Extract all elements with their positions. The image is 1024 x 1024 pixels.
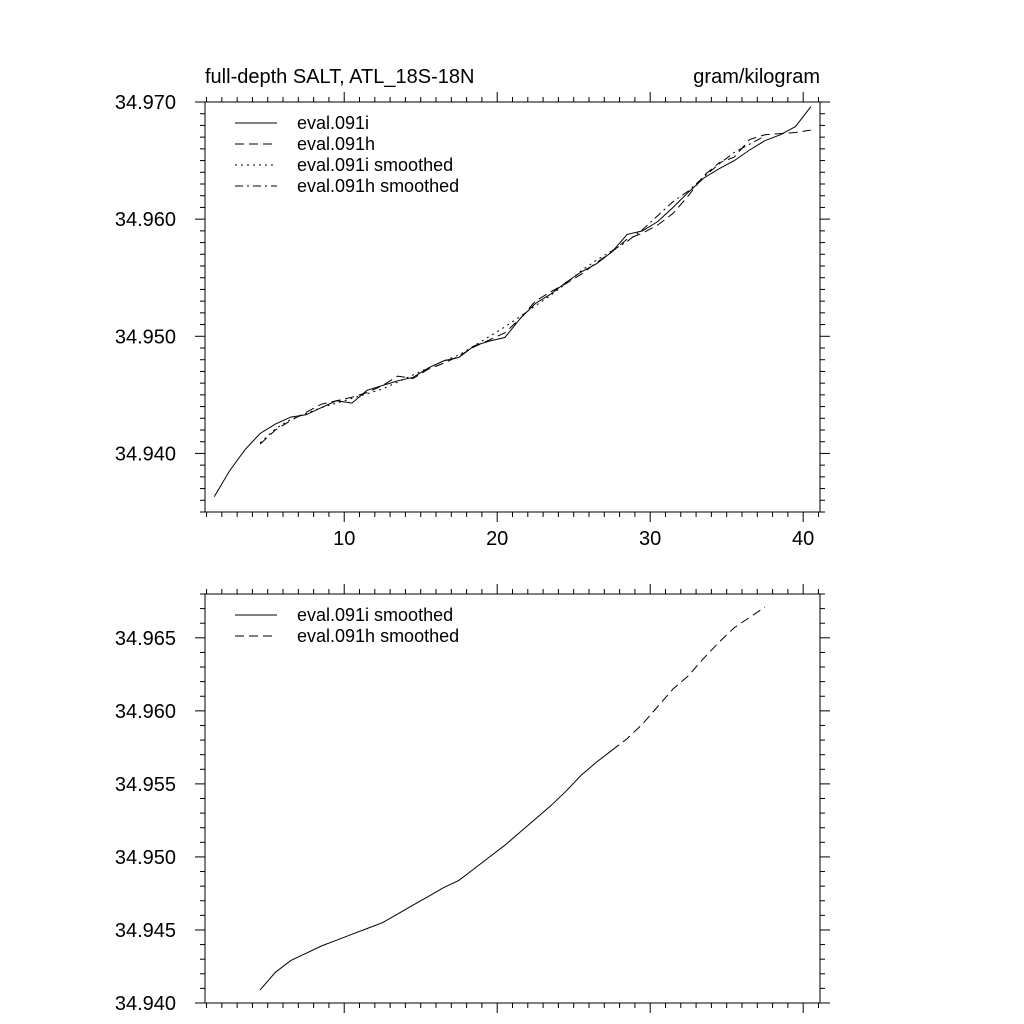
- top-chart-units: gram/kilogram: [693, 66, 820, 88]
- series-line-2: [260, 251, 612, 443]
- x-tick-label: 10: [333, 528, 356, 550]
- legend-label: eval.091h smoothed: [297, 626, 460, 646]
- x-tick-label: 40: [792, 528, 815, 550]
- x-tick-label: 30: [639, 528, 662, 550]
- y-tick-label: 34.940: [114, 443, 176, 466]
- series-line-3: [612, 136, 765, 251]
- y-tick-label: 34.955: [114, 773, 176, 796]
- bottom-panel: [115, 584, 830, 1015]
- legend-label: eval.091h smoothed: [297, 176, 460, 196]
- y-tick-label: 34.950: [114, 846, 176, 869]
- x-tick-label: 20: [486, 528, 509, 550]
- legend-label: eval.091i: [297, 113, 370, 133]
- plot-frame: [205, 594, 820, 1003]
- y-tick-label: 34.970: [114, 92, 176, 114]
- y-tick-label: 34.960: [114, 700, 176, 723]
- top-panel: [115, 66, 830, 550]
- legend-label: eval.091i smoothed: [297, 155, 454, 175]
- legend-label: eval.091h: [297, 134, 376, 154]
- legend-label: eval.091i smoothed: [297, 605, 454, 625]
- y-tick-label: 34.940: [114, 993, 176, 1015]
- y-tick-label: 34.960: [114, 209, 176, 232]
- series-line-0: [260, 750, 612, 990]
- y-tick-label: 34.945: [114, 919, 176, 942]
- y-tick-label: 34.950: [114, 326, 176, 349]
- top-chart-title: full-depth SALT, ATL_18S-18N: [205, 66, 475, 88]
- y-tick-label: 34.965: [114, 627, 176, 650]
- series-line-1: [612, 607, 765, 750]
